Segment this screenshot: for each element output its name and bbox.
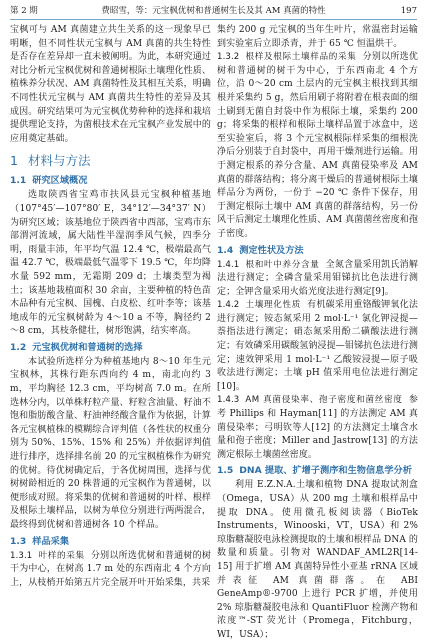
subsubsection-title: 叶样的采集 <box>38 550 85 561</box>
subsubsection-number: 1.4.2 <box>217 300 240 311</box>
running-title: 费昭雪，等：元宝枫优树和普通树生长及其 AM 真菌的特性 <box>101 6 326 16</box>
section-heading <box>10 152 211 169</box>
subsubsection-title: 根和叶中养分含量 <box>245 259 320 270</box>
nutrient-method-paragraph <box>217 259 418 300</box>
subsection-number: 1.2 <box>10 341 27 353</box>
subsubsection-number: 1.4.1 <box>217 259 240 270</box>
am-fungi-method-paragraph <box>217 394 418 462</box>
issue-number: 第 2 期 <box>10 6 38 16</box>
header-rule <box>10 19 417 20</box>
section-title: 材料与方法 <box>27 153 91 169</box>
am-fungi-method-text: 参考 Phillips 和 Hayman[11] 的方法测定 AM 真菌侵染率；弓明钦等人[12] 的方法测定土壤含水量和孢子密度；Miller and Jastrow[13] 的方法测定根际土壤菌丝密度。 <box>217 395 418 460</box>
subsection-title: DNA 提取、扩增子测序和生物信息学分析 <box>239 465 412 477</box>
continued-paragraph: 集约 200 g 元宝枫的当年生叶片，常温密封运输到实验室后立即杀青，并于 65 ℃ 恒温烘干。 <box>217 25 418 49</box>
leaf-sampling-text: 分别以所选优树和普通树的树干为中心，在树高 1.7 m 处的东西南北 4 个方向上，从枝梢开始第五片完全展开叶开始采集，共采 <box>10 550 211 588</box>
subsection-number: 1.1 <box>10 175 27 187</box>
subsection-title: 样品采集 <box>32 535 70 547</box>
section-number: 1 <box>10 153 18 169</box>
subsection-heading <box>217 244 418 258</box>
tree-selection-paragraph: 本试验所选样分为种植基地内 8～10 年生元宝枫林，其株行距东西向约 4 m，南北向约 3 m，平均胸径 12.3 cm，平均树高 7.0 m。在所选林分内，以单株籽粒产量、籽粒含油量、籽油不饱和脂肪酸含量、籽油神经酸含量作为依据，计算各元宝枫植株的模糊综合评判值（各性状的权重分别为 50%、15%、15% 和 25%）并依据评判值进行排序，选择排名前 20 的元宝枫植株作为研究的优树。待优树确定后，于各优树周围，选择与优树树龄相近的 20 株普通的元宝枫作为普通树，以便形成对照。将采集的优树和普通树的叶样、根样及根际土壤样品，以树为单位分别进行两两混合，最终得到优树和普通树各 10 个样品。 <box>10 356 211 530</box>
subsection-title: 研究区域概况 <box>32 175 88 187</box>
root-soil-sampling-paragraph <box>217 51 418 241</box>
subsubsection-number: 1.4.3 <box>217 395 240 406</box>
subsection-heading <box>10 341 211 355</box>
subsection-title: 测定性状及方法 <box>239 244 304 256</box>
right-column <box>217 24 418 640</box>
leaf-sampling-paragraph <box>10 550 211 591</box>
intro-paragraph: 宝枫可与 AM 真菌建立共生关系的这一现象早已明晰，但不同性状元宝枫与 AM 真菌的共生特性是否存在差异却一直未被阐明。为此，本研究通过对比分析元宝枫优树和普通树根际土壤理化性质、植株养分状况、AM 真菌特性及其相互关系，明确不同性状元宝枫与 AM 真菌共生特性的差异及其成因。研究结果可为元宝枫优势种种的选择和栽培提供理论支持，为菌根技术在元宝枫产业发展中的应用奠定基础。 <box>10 25 211 144</box>
subsection-heading <box>217 464 418 478</box>
subsection-number: 1.4 <box>217 244 234 256</box>
running-header <box>10 5 417 17</box>
subsubsection-number: 1.3.1 <box>10 550 33 561</box>
subsubsection-title: 根样及根际土壤样品的采集 <box>245 52 357 63</box>
subsubsection-number: 1.3.2 <box>217 52 240 63</box>
subsection-heading <box>10 535 211 549</box>
left-column <box>10 24 211 612</box>
soil-property-paragraph <box>217 299 418 394</box>
root-soil-sampling-text: 分别以所选优树和普通树的树干为中心，于东西南北 4 个方位，沿 0～20 cm 土层内的元宝枫主根找到其细根并采集约 5 g，然后用刷子将附着在根表面的细土刷到无菌自封袋中作为根际土壤，采集约 200 g；将采集的根样和根际土壤样品置于冰盒中，送至实验室后，将 3 个元宝枫根际样采集的细根洗净后分别装于自封袋中，再用干燥剂进行运输。用于测定根系的养分含量、AM 真菌侵染率及 AM 真菌的群落结构；将分离干燥后的普通树根际土壤样品分为两份，一份于 −20 ℃ 条件下保存，用于测定根际土壤中 AM 真菌的群落结构，另一份风干后测定土壤理化性质、AM 真菌菌丝密度和孢子密度。 <box>217 52 418 239</box>
soil-property-text: 有机碳采用重铬酸钾氧化法进行测定；铵态氮采用 2 mol·L⁻¹ 氯化钾浸提—萘指法进行测定；硝态氮采用酚二磺酸法进行测定；有效磷采用碳酸氢钠浸提—钼锑抗色法进行测定；速效钾采用 1 mol·L⁻¹ 乙酸铵浸提—原子吸收法进行测定；土壤 pH 值采用电位法进行测定[10]。 <box>217 300 418 392</box>
subsection-number: 1.3 <box>10 535 27 547</box>
dna-method-paragraph: 利用 E.Z.N.A.土壤和植物 DNA 提取试剂盒（Omega，USA）从 200 mg 土壤和根样品中提取 DNA。使用微孔板阅读器（BioTek Instruments，Winooski，VT，USA）和 2% 琼脂糖凝胶电泳检测提取的土壤和根样品 DNA 的数量和质量。引物对 WANDAF_AML2R[14-15] 用于扩增 AM 真菌特异性小亚基 rRNA 区域并表征 AM 真菌群落。在 ABI GeneAmp®-9700 上进行 PCR 扩增，并使用 2% 琼脂糖凝胶电泳和 QuantiFluor 检测产物和浓度™-ST 荧光计（Promega，Fitchburg，WI，USA）； <box>217 480 418 640</box>
subsubsection-title: 土壤理化性质 <box>245 300 301 311</box>
nutrient-method-text: 全氮含量采用凯氏消解法进行测定；全磷含量采用钼锑抗比色法进行测定；全钾含量采用火焰光度法进行测定[9]。 <box>217 259 418 297</box>
subsection-heading <box>10 174 211 188</box>
page-number: 197 <box>400 6 417 16</box>
subsubsection-title: AM 真菌侵染率、孢子密度和菌丝密度 <box>245 395 403 406</box>
subsection-title: 元宝枫优树和普通树的选择 <box>32 341 143 353</box>
study-area-paragraph: 选取陕西省宝鸡市扶风县元宝枫种植基地（107°45′—107°80′ E，34°12′—34°37′ N）为研究区域；该基地位于陕西省中西部，宝鸡市东部渭河流域，属大陆性半湿润季风气候，四季分明，雨量丰沛，年平均气温 12.4 ℃，极端最高气温 42.7 ℃，极端最低气温零下 19.5 ℃，年均降水量 592 mm，无霜期 209 d；土壤类型为褐土；该基地栽植面积 30 余亩，主要种植的特色苗木品种有元宝枫、国槐、白皮松、红叶李等；该基地成年的元宝枫树龄为 4～10 a 不等，胸径约 2～8 cm，其枝条健壮，树形饱满，结实率高。 <box>10 190 211 337</box>
subsection-number: 1.5 <box>217 465 234 477</box>
